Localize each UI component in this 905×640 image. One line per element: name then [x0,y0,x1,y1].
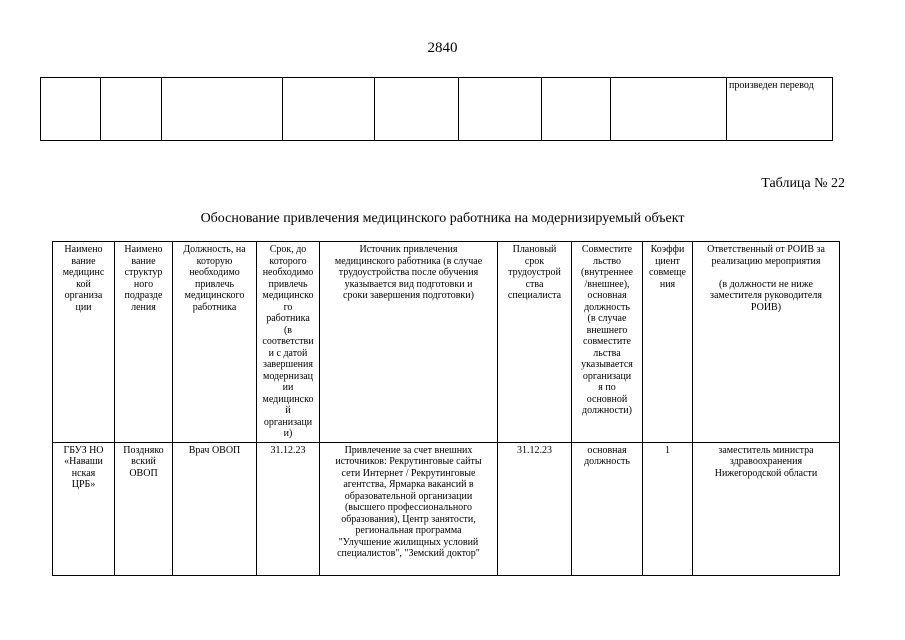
table-row [41,78,833,141]
table-cell [101,78,162,141]
table-cell [41,78,101,141]
justification-table [52,241,840,576]
column-header: Источник привлечения медицинского работника (в случае трудоустройства после обучения указывается вид подготовки и сроки завершения подготовки) [320,242,498,443]
table-cell: 31.12.23 [498,442,572,575]
document-title: Обоснование привлечения медицинского работника на модернизируемый объект [200,211,685,226]
table-cell [459,78,542,141]
table-cell: 31.12.23 [257,442,320,575]
column-header: Коэффи циент совмеще ния [643,242,693,443]
table-row [53,442,840,575]
table-cell: Привлечение за счет внешних источников: Рекрутинговые сайты сети Интернет / Рекрутинговые агентства, Ярмарка вакансий в образовательной организации (высшего профессионального образования), Центр занятости, региональная программа "Улучшение жилищных условий специалистов", "Земский доктор" [320,442,498,575]
column-header: Наимено вание медицинс кой организа ции [53,242,115,443]
table-caption: Таблица № 22 [761,176,845,191]
column-header: Ответственный от РОИВ за реализацию мероприятия (в должности не ниже заместителя руководителя РОИВ) [693,242,840,443]
table-header-row [53,242,840,443]
continued-table-fragment [40,77,833,141]
table-cell [542,78,611,141]
column-header: Должность, на которую необходимо привлечь медицинского работника [173,242,257,443]
table-cell: 1 [643,442,693,575]
page-number: 2840 [427,40,458,56]
column-header: Срок, до которого необходимо привлечь медицинско го работника (в соответстви и с датой завершения модернизац ии медицинско й организаци и) [257,242,320,443]
column-header: Плановый срок трудоустрой ства специалиста [498,242,572,443]
table-cell [162,78,283,141]
table-cell: Поздняко вский ОВОП [115,442,173,575]
table-cell [283,78,375,141]
column-header: Наимено вание структур ного подразде ления [115,242,173,443]
table-cell [611,78,727,141]
table-cell [375,78,459,141]
column-header: Совместите льство (внутреннее /внешнее), основная должность (в случае внешнего совместите льства указывается организаци я по основной должности) [572,242,643,443]
table-cell: произведен перевод [727,78,833,141]
table-cell: ГБУЗ НО «Наваши нская ЦРБ» [53,442,115,575]
table-cell: основная должность [572,442,643,575]
table-cell: Врач ОВОП [173,442,257,575]
table-cell: заместитель министра здравоохранения Нижегородской области [693,442,840,575]
